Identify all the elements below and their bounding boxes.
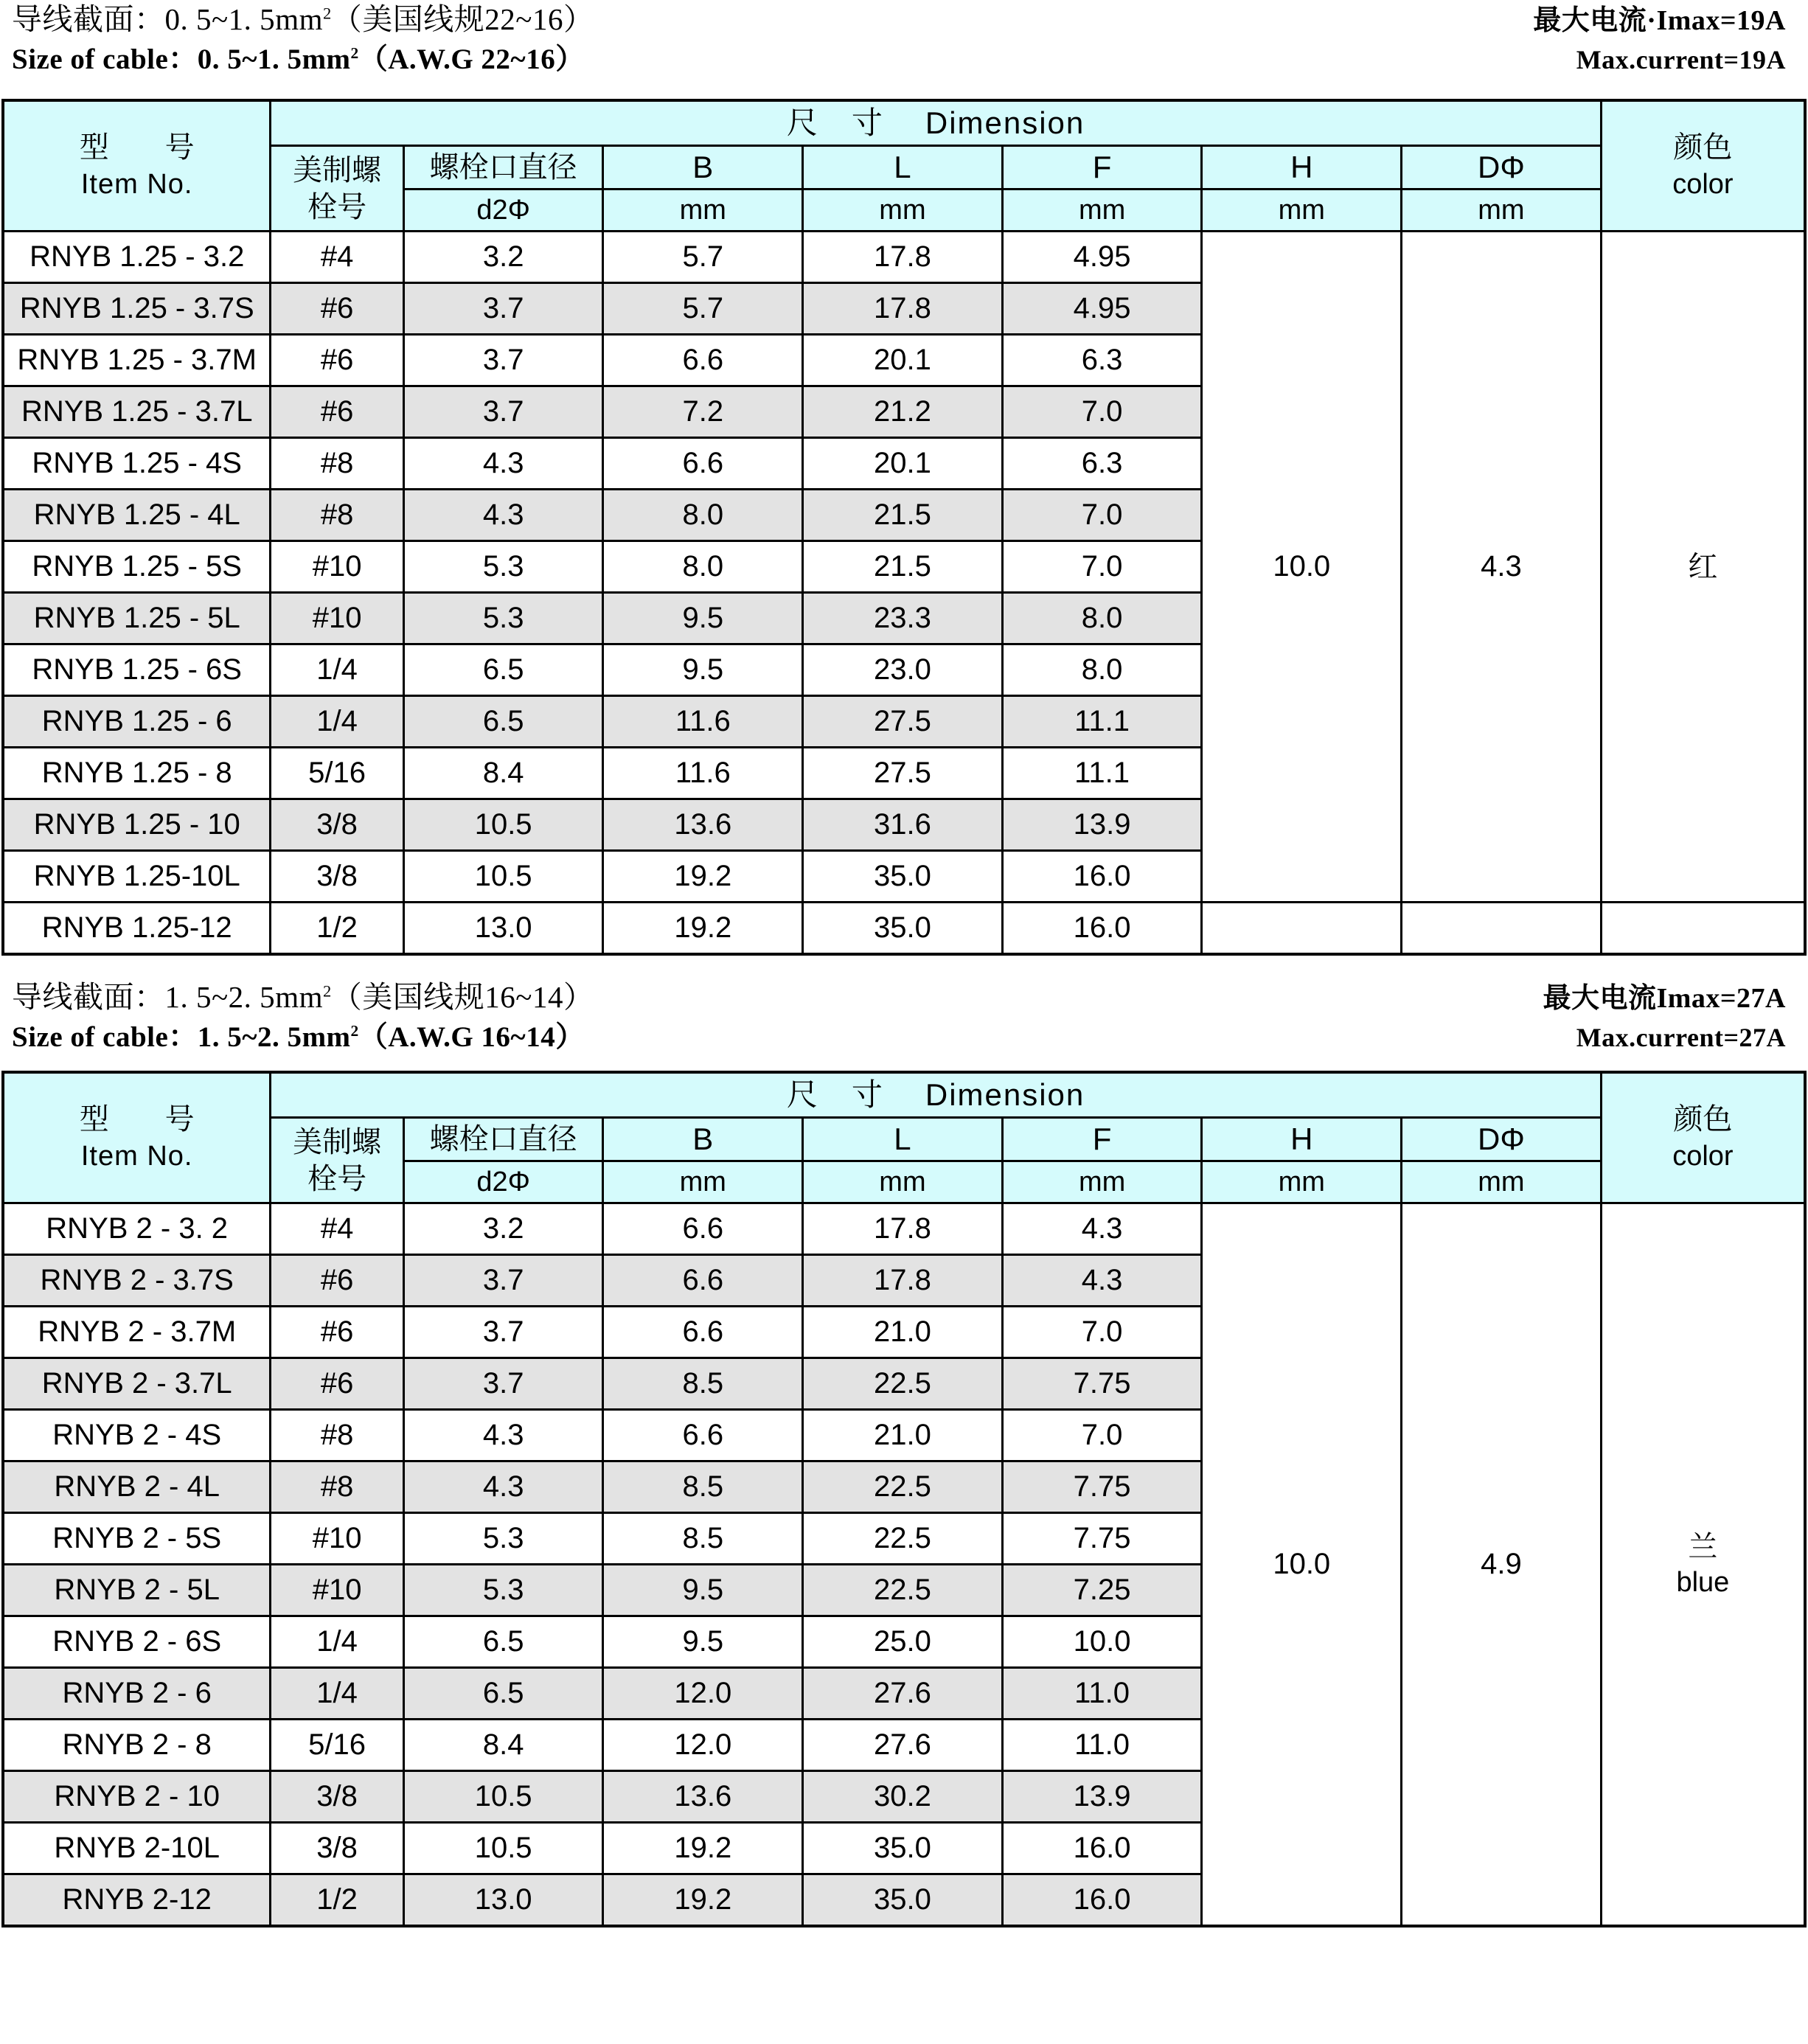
th-b-unit-2: mm <box>603 1161 803 1203</box>
cell-l: 20.1 <box>803 438 1003 490</box>
th-h-unit-1: mm <box>1202 190 1402 232</box>
cell-item: RNYB 2 - 4L <box>3 1461 271 1513</box>
header-row-top-1 <box>3 100 1805 146</box>
cell-bolt: #8 <box>271 1410 403 1461</box>
cell-item: RNYB 1.25 - 5S <box>3 541 271 593</box>
cell-item: RNYB 2 - 6S <box>3 1616 271 1668</box>
cell-item: RNYB 1.25 - 8 <box>3 748 271 799</box>
cell-d2: 3.7 <box>403 386 603 438</box>
header-row-mid-1 <box>3 146 1805 190</box>
cell-f: 7.75 <box>1002 1358 1202 1410</box>
cell-d2: 10.5 <box>403 1771 603 1823</box>
cell-bolt: #8 <box>271 438 403 490</box>
caption-block-2 <box>1 978 1807 1057</box>
th-b-1: B <box>603 146 803 190</box>
cell-bolt: #6 <box>271 1307 403 1358</box>
cell-f: 7.0 <box>1002 1307 1202 1358</box>
cell-l: 35.0 <box>803 851 1003 903</box>
cell-item: RNYB 1.25 - 4S <box>3 438 271 490</box>
cell-color-merged <box>1601 232 1805 903</box>
cell-f: 4.3 <box>1002 1203 1202 1255</box>
cell-bolt: 1/2 <box>271 1874 403 1927</box>
cell-b: 19.2 <box>603 1874 803 1927</box>
cell-item: RNYB 1.25 - 4L <box>3 490 271 541</box>
cell-l: 21.5 <box>803 490 1003 541</box>
th-color-2 <box>1601 1072 1805 1203</box>
cell-bolt: 5/16 <box>271 748 403 799</box>
table-head-1 <box>3 100 1805 232</box>
cell-d2: 8.4 <box>403 748 603 799</box>
cell-bolt: 1/4 <box>271 696 403 748</box>
th-item-no-cn-1: 型 号 <box>79 131 208 164</box>
cell-l: 22.5 <box>803 1513 1003 1565</box>
cell-bolt: #6 <box>271 283 403 335</box>
cell-b: 11.6 <box>603 748 803 799</box>
cell-d2: 6.5 <box>403 644 603 696</box>
cell-item: RNYB 1.25-10L <box>3 851 271 903</box>
cell-b: 11.6 <box>603 696 803 748</box>
cell-d2: 5.3 <box>403 541 603 593</box>
cell-d2: 6.5 <box>403 1668 603 1720</box>
spec-table-2 <box>1 1071 1807 1927</box>
cell-bolt: #8 <box>271 490 403 541</box>
cell-item: RNYB 2 - 5S <box>3 1513 271 1565</box>
table-body-2 <box>3 1203 1805 1927</box>
cell-l: 27.6 <box>803 1668 1003 1720</box>
cell-l: 21.2 <box>803 386 1003 438</box>
cell-f: 8.0 <box>1002 593 1202 644</box>
cell-item: RNYB 2 - 3.7L <box>3 1358 271 1410</box>
cable-size-cn-2: 导线截面：1. 5~2. $5mm^2$（美国线规16~14） <box>12 980 594 1014</box>
cell-f: 4.3 <box>1002 1255 1202 1307</box>
cell-bolt: 5/16 <box>271 1720 403 1771</box>
cell-d2: 5.3 <box>403 1565 603 1616</box>
cell-d2: 3.7 <box>403 1307 603 1358</box>
table-body-1 <box>3 232 1805 955</box>
th-d-2: DΦ <box>1402 1118 1602 1161</box>
cell-item: RNYB 1.25 - 3.7L <box>3 386 271 438</box>
caption-line-en-1 <box>1 40 1807 80</box>
caption-block-1 <box>1 0 1807 80</box>
th-dimension-cn-2: 尺 寸 <box>786 1077 884 1112</box>
cell-f: 16.0 <box>1002 1823 1202 1874</box>
cell-bolt: #6 <box>271 335 403 386</box>
cell-b: 9.5 <box>603 593 803 644</box>
cell-f: 6.3 <box>1002 438 1202 490</box>
th-color-en-1: color <box>1672 169 1734 200</box>
cell-b: 6.6 <box>603 1203 803 1255</box>
cell-bolt: #4 <box>271 1203 403 1255</box>
cell-item: RNYB 2 - 10 <box>3 1771 271 1823</box>
cell-d2: 10.5 <box>403 799 603 851</box>
cell-f: 11.1 <box>1002 748 1202 799</box>
th-item-no-en-2: Item No. <box>80 1141 193 1172</box>
cell-bolt: #6 <box>271 386 403 438</box>
th-bolt-no-line2-1: 栓号 <box>307 190 367 223</box>
th-bolt-no-2 <box>271 1118 403 1203</box>
cell-f: 8.0 <box>1002 644 1202 696</box>
cell-b: 19.2 <box>603 903 803 955</box>
cell-d2: 10.5 <box>403 1823 603 1874</box>
th-color-1 <box>1601 100 1805 232</box>
cell-item: RNYB 2-10L <box>3 1823 271 1874</box>
cell-bolt: 1/4 <box>271 644 403 696</box>
cell-l: 23.3 <box>803 593 1003 644</box>
caption-line-en-2 <box>1 1018 1807 1057</box>
cell-item: RNYB 1.25 - 3.7M <box>3 335 271 386</box>
cell-l: 22.5 <box>803 1358 1003 1410</box>
cell-l: 22.5 <box>803 1565 1003 1616</box>
cell-d-empty <box>1402 903 1602 955</box>
th-f-2: F <box>1002 1118 1202 1161</box>
cell-l: 27.5 <box>803 748 1003 799</box>
table-row <box>3 232 1805 283</box>
cell-b: 6.6 <box>603 438 803 490</box>
cell-d2: 4.3 <box>403 1461 603 1513</box>
max-current-en-2: Max.current=27A <box>1576 1023 1786 1052</box>
table-row <box>3 903 1805 955</box>
cell-f: 11.0 <box>1002 1720 1202 1771</box>
th-b-2: B <box>603 1118 803 1161</box>
cell-h-merged: 10.0 <box>1202 1203 1402 1927</box>
th-h-1: H <box>1202 146 1402 190</box>
cell-bolt: #8 <box>271 1461 403 1513</box>
caption-line-cn-1 <box>1 0 1807 40</box>
cell-d2: 6.5 <box>403 696 603 748</box>
cell-b: 5.7 <box>603 283 803 335</box>
cell-b: 6.6 <box>603 1307 803 1358</box>
cell-l: 21.5 <box>803 541 1003 593</box>
cell-f: 10.0 <box>1002 1616 1202 1668</box>
spec-table-1 <box>1 99 1807 956</box>
cell-b: 6.6 <box>603 1410 803 1461</box>
cell-b: 5.7 <box>603 232 803 283</box>
cell-h-empty <box>1202 903 1402 955</box>
cell-d2: 3.7 <box>403 1255 603 1307</box>
cell-b: 9.5 <box>603 644 803 696</box>
th-color-cn-1: 颜色 <box>1673 131 1733 164</box>
cell-item: RNYB 1.25 - 3.7S <box>3 283 271 335</box>
cell-f: 16.0 <box>1002 903 1202 955</box>
cell-b: 19.2 <box>603 851 803 903</box>
th-f-unit-1: mm <box>1002 190 1202 232</box>
cell-b: 8.5 <box>603 1358 803 1410</box>
cable-size-en-1: Size of cable：0. 5~1. $5mm^2(A.W.G$ 22~16） <box>12 44 585 75</box>
cell-b: 13.6 <box>603 799 803 851</box>
cell-l: 17.8 <box>803 232 1003 283</box>
spacer-1 <box>1 80 1807 99</box>
th-b-unit-1: mm <box>603 190 803 232</box>
cell-item: RNYB 1.25 - 6S <box>3 644 271 696</box>
cell-bolt: 1/2 <box>271 903 403 955</box>
cell-l: 17.8 <box>803 1255 1003 1307</box>
th-l-unit-2: mm <box>803 1161 1003 1203</box>
cell-b: 6.6 <box>603 1255 803 1307</box>
cell-item: RNYB 2-12 <box>3 1874 271 1927</box>
cell-d2: 4.3 <box>403 438 603 490</box>
cell-b: 8.5 <box>603 1513 803 1565</box>
cell-f: 13.9 <box>1002 799 1202 851</box>
cell-item: RNYB 2 - 3.7S <box>3 1255 271 1307</box>
cell-d2: 5.3 <box>403 1513 603 1565</box>
cell-d2: 3.2 <box>403 1203 603 1255</box>
table-row <box>3 1203 1805 1255</box>
cell-bolt: #10 <box>271 593 403 644</box>
cell-f: 7.0 <box>1002 386 1202 438</box>
cell-f: 7.0 <box>1002 1410 1202 1461</box>
cell-d-merged: 4.9 <box>1402 1203 1602 1927</box>
th-f-unit-2: mm <box>1002 1161 1202 1203</box>
cell-item: RNYB 2 - 3. 2 <box>3 1203 271 1255</box>
cell-bolt: #10 <box>271 1513 403 1565</box>
cell-color-merged <box>1601 1203 1805 1927</box>
cell-bolt: 3/8 <box>271 851 403 903</box>
th-h-unit-2: mm <box>1202 1161 1402 1203</box>
cell-d2: 3.7 <box>403 283 603 335</box>
cell-b: 7.2 <box>603 386 803 438</box>
cell-f: 6.3 <box>1002 335 1202 386</box>
th-dimension-group-2 <box>271 1072 1601 1118</box>
max-current-en-1: Max.current=19A <box>1576 45 1786 74</box>
th-bolt-no-1 <box>271 146 403 232</box>
cell-item: RNYB 2 - 8 <box>3 1720 271 1771</box>
th-d-unit-2: mm <box>1402 1161 1602 1203</box>
cell-l: 27.5 <box>803 696 1003 748</box>
spacer-2 <box>1 956 1807 978</box>
cell-h-merged: 10.0 <box>1202 232 1402 903</box>
cell-b: 9.5 <box>603 1565 803 1616</box>
cell-l: 25.0 <box>803 1616 1003 1668</box>
cell-f: 7.0 <box>1002 541 1202 593</box>
cell-l: 17.8 <box>803 1203 1003 1255</box>
cell-l: 23.0 <box>803 644 1003 696</box>
th-item-no-1 <box>3 100 271 232</box>
cell-item: RNYB 2 - 4S <box>3 1410 271 1461</box>
th-item-no-cn-2: 型 号 <box>79 1103 208 1136</box>
cell-l: 22.5 <box>803 1461 1003 1513</box>
cell-d2: 4.3 <box>403 490 603 541</box>
cell-bolt: 3/8 <box>271 1823 403 1874</box>
cell-l: 20.1 <box>803 335 1003 386</box>
cell-b: 8.0 <box>603 490 803 541</box>
cell-bolt: #4 <box>271 232 403 283</box>
cell-f: 7.75 <box>1002 1461 1202 1513</box>
cell-item: RNYB 1.25-12 <box>3 903 271 955</box>
table-head-2 <box>3 1072 1805 1203</box>
cell-f: 7.0 <box>1002 490 1202 541</box>
cell-b: 9.5 <box>603 1616 803 1668</box>
cell-l: 27.6 <box>803 1720 1003 1771</box>
max-current-cn-2: 最大电流Imax=27A <box>1543 983 1786 1014</box>
th-l-2: L <box>803 1118 1003 1161</box>
cell-bolt: #6 <box>271 1255 403 1307</box>
cell-f: 16.0 <box>1002 851 1202 903</box>
cell-bolt: 3/8 <box>271 1771 403 1823</box>
cell-bolt: 1/4 <box>271 1668 403 1720</box>
th-dimension-en-2: Dimension <box>925 1077 1085 1112</box>
spacer-3 <box>1 1057 1807 1071</box>
cell-d2: 6.5 <box>403 1616 603 1668</box>
cell-d2: 10.5 <box>403 851 603 903</box>
cell-b: 13.6 <box>603 1771 803 1823</box>
cell-l: 21.0 <box>803 1307 1003 1358</box>
cell-d2: 3.7 <box>403 1358 603 1410</box>
th-color-cn-2: 颜色 <box>1673 1103 1733 1136</box>
cell-f: 11.0 <box>1002 1668 1202 1720</box>
cell-bolt: 1/4 <box>271 1616 403 1668</box>
cell-color-en: blue <box>1676 1566 1730 1598</box>
th-dimension-group-1 <box>271 100 1601 146</box>
cell-l: 31.6 <box>803 799 1003 851</box>
cell-f: 4.95 <box>1002 283 1202 335</box>
cell-b: 19.2 <box>603 1823 803 1874</box>
cell-bolt: #6 <box>271 1358 403 1410</box>
th-hole-sym-2: d2Φ <box>403 1161 603 1203</box>
th-dimension-en-1: Dimension <box>925 105 1085 140</box>
cell-l: 35.0 <box>803 1823 1003 1874</box>
th-hole-sym-1: d2Φ <box>403 190 603 232</box>
cell-bolt: #10 <box>271 1565 403 1616</box>
cell-d2: 13.0 <box>403 903 603 955</box>
th-bolt-no-line1-1: 美制螺 <box>293 153 382 187</box>
th-f-1: F <box>1002 146 1202 190</box>
cable-size-en-2: Size of cable：1. 5~2. $5mm^2(A.W.G$ 16~14） <box>12 1021 585 1053</box>
max-current-cn-1: 最大电流·Imax=19A <box>1533 5 1786 36</box>
th-d-unit-1: mm <box>1402 190 1602 232</box>
th-bolt-no-line1-2: 美制螺 <box>293 1125 382 1158</box>
cell-l: 35.0 <box>803 903 1003 955</box>
cable-size-cn-1: 导线截面：0. 5~1. $5mm^2$（美国线规22~16） <box>12 2 594 36</box>
cell-f: 7.25 <box>1002 1565 1202 1616</box>
cell-b: 6.6 <box>603 335 803 386</box>
cell-item: RNYB 2 - 3.7M <box>3 1307 271 1358</box>
th-item-no-2 <box>3 1072 271 1203</box>
th-h-2: H <box>1202 1118 1402 1161</box>
th-d-1: DΦ <box>1402 146 1602 190</box>
cell-f: 16.0 <box>1002 1874 1202 1927</box>
cell-item: RNYB 1.25 - 10 <box>3 799 271 851</box>
header-row-top-2 <box>3 1072 1805 1118</box>
cell-f: 4.95 <box>1002 232 1202 283</box>
th-hole-dia-1: 螺栓口直径 <box>403 146 603 190</box>
cell-item: RNYB 1.25 - 6 <box>3 696 271 748</box>
cell-b: 12.0 <box>603 1720 803 1771</box>
cell-f: 7.75 <box>1002 1513 1202 1565</box>
th-dimension-cn-1: 尺 寸 <box>786 105 884 140</box>
cell-b: 8.5 <box>603 1461 803 1513</box>
caption-line-cn-2 <box>1 978 1807 1018</box>
cell-l: 35.0 <box>803 1874 1003 1927</box>
cell-item: RNYB 2 - 5L <box>3 1565 271 1616</box>
cell-bolt: 3/8 <box>271 799 403 851</box>
header-row-mid-2 <box>3 1118 1805 1161</box>
cell-f: 13.9 <box>1002 1771 1202 1823</box>
cell-d2: 5.3 <box>403 593 603 644</box>
cell-l: 17.8 <box>803 283 1003 335</box>
cell-l: 21.0 <box>803 1410 1003 1461</box>
cell-color-cn: 红 <box>1688 550 1718 583</box>
cell-b: 12.0 <box>603 1668 803 1720</box>
th-l-unit-1: mm <box>803 190 1003 232</box>
cell-d2: 3.2 <box>403 232 603 283</box>
cell-d2: 3.7 <box>403 335 603 386</box>
th-l-1: L <box>803 146 1003 190</box>
cell-color-cn: 兰 <box>1688 1530 1718 1563</box>
cell-l: 30.2 <box>803 1771 1003 1823</box>
cell-d2: 8.4 <box>403 1720 603 1771</box>
cell-bolt: #10 <box>271 541 403 593</box>
cell-item: RNYB 1.25 - 3.2 <box>3 232 271 283</box>
cell-item: RNYB 2 - 6 <box>3 1668 271 1720</box>
cell-b: 8.0 <box>603 541 803 593</box>
cell-item: RNYB 1.25 - 5L <box>3 593 271 644</box>
cell-d-merged: 4.3 <box>1402 232 1602 903</box>
th-item-no-en-1: Item No. <box>80 169 193 200</box>
cell-d2: 13.0 <box>403 1874 603 1927</box>
cell-f: 11.1 <box>1002 696 1202 748</box>
th-hole-dia-2: 螺栓口直径 <box>403 1118 603 1161</box>
th-color-en-2: color <box>1672 1141 1734 1172</box>
cell-d2: 4.3 <box>403 1410 603 1461</box>
cell-color-empty <box>1601 903 1805 955</box>
th-bolt-no-line2-2: 栓号 <box>307 1162 367 1195</box>
